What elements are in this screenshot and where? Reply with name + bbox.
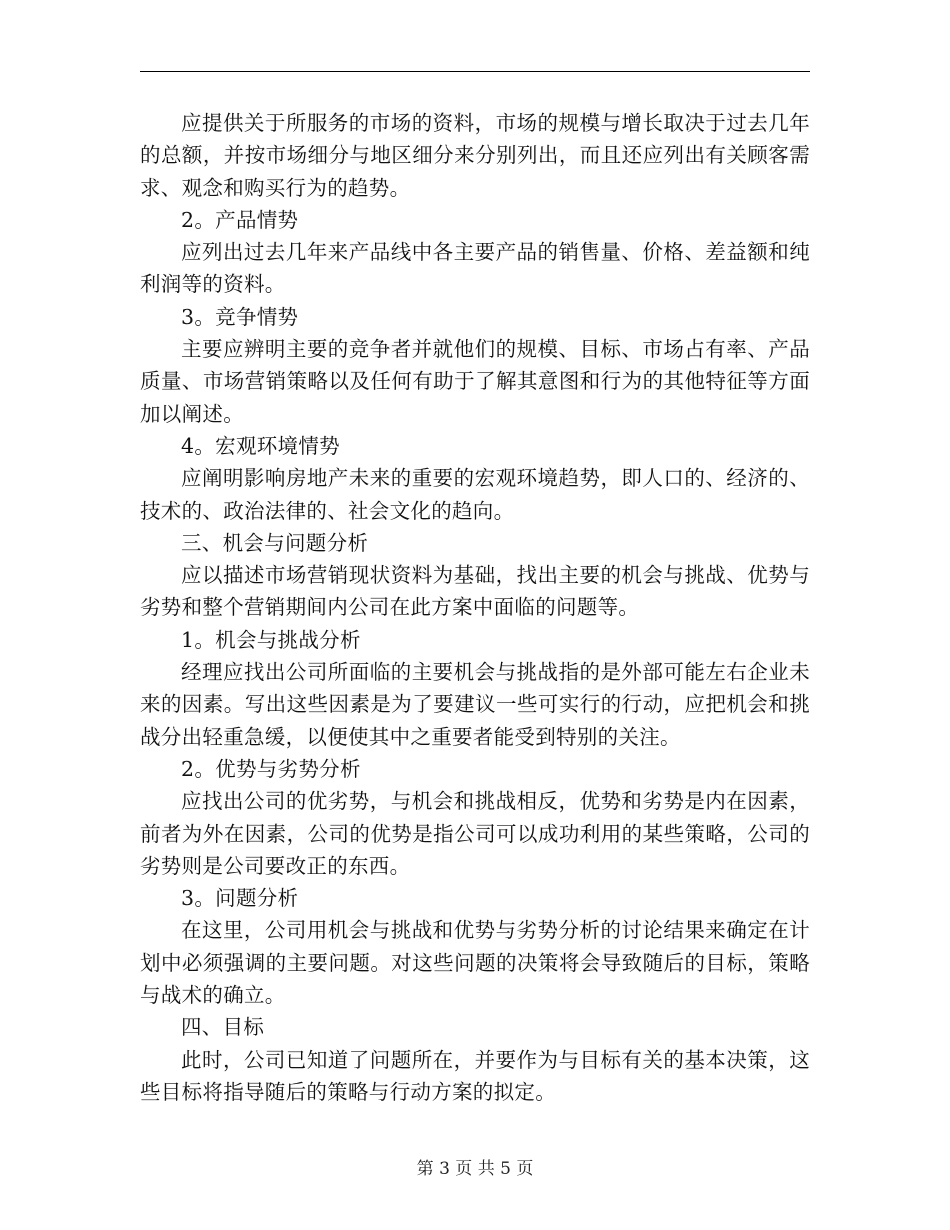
paragraph-objectives: 此时，公司已知道了问题所在，并要作为与目标有关的基本决策，这些目标将指导随后的策略与行动方案的拟定。	[140, 1047, 810, 1104]
header-rule	[140, 71, 810, 72]
paragraph-problem-analysis: 在这里，公司用机会与挑战和优势与劣势分析的讨论结果来确定在计划中必须强调的主要问题。对这些问题的决策将会导致随后的目标，策略与战术的确立。	[140, 918, 810, 1008]
paragraph-section-three: 应以描述市场营销现状资料为基础，找出主要的机会与挑战、优势与劣势和整个营销期间内公司在此方案中面临的问题等。	[140, 563, 810, 620]
heading-competition-situation: 3。竞争情势	[181, 304, 299, 329]
heading-opportunity-analysis: 1。机会与挑战分析	[181, 627, 361, 652]
paragraph-product-situation: 应列出过去几年来产品线中各主要产品的销售量、价格、差益额和纯利润等的资料。	[140, 240, 810, 297]
heading-product-situation: 2。产品情势	[181, 207, 299, 232]
heading-strength-weakness: 2。优势与劣势分析	[181, 756, 361, 781]
document-body	[140, 107, 810, 1108]
heading-macro-environment: 4。宏观环境情势	[181, 433, 340, 458]
heading-section-four: 四、目标	[181, 1015, 265, 1040]
paragraph-competition-situation: 主要应辨明主要的竞争者并就他们的规模、目标、市场占有率、产品质量、市场营销策略以及任何有助于了解其意图和行为的其他特征等方面加以阐述。	[140, 337, 810, 426]
page-number: 第 3 页 共 5 页	[416, 1159, 534, 1179]
paragraph-strength-weakness: 应找出公司的优劣势，与机会和挑战相反，优势和劣势是内在因素，前者为外在因素，公司的优势是指公司可以成功利用的某些策略，公司的劣势则是公司要改正的东西。	[140, 789, 810, 878]
heading-problem-analysis: 3。问题分析	[181, 886, 299, 911]
paragraph-opportunity-analysis: 经理应找出公司所面临的主要机会与挑战指的是外部可能左右企业未来的因素。写出这些因素是为了要建议一些可实行的行动，应把机会和挑战分出轻重急缓，以便使其中之重要者能受到特别的关注。	[140, 660, 810, 749]
heading-section-three: 三、机会与问题分析	[181, 530, 369, 555]
paragraph-market-info: 应提供关于所服务的市场的资料，市场的规模与增长取决于过去几年的总额，并按市场细分与地区细分来分别列出，而且还应列出有关顾客需求、观念和购买行为的趋势。	[140, 111, 810, 200]
paragraph-macro-environment: 应阐明影响房地产未来的重要的宏观环境趋势，即人口的、经济的、技术的、政治法律的、社会文化的趋向。	[140, 466, 810, 523]
